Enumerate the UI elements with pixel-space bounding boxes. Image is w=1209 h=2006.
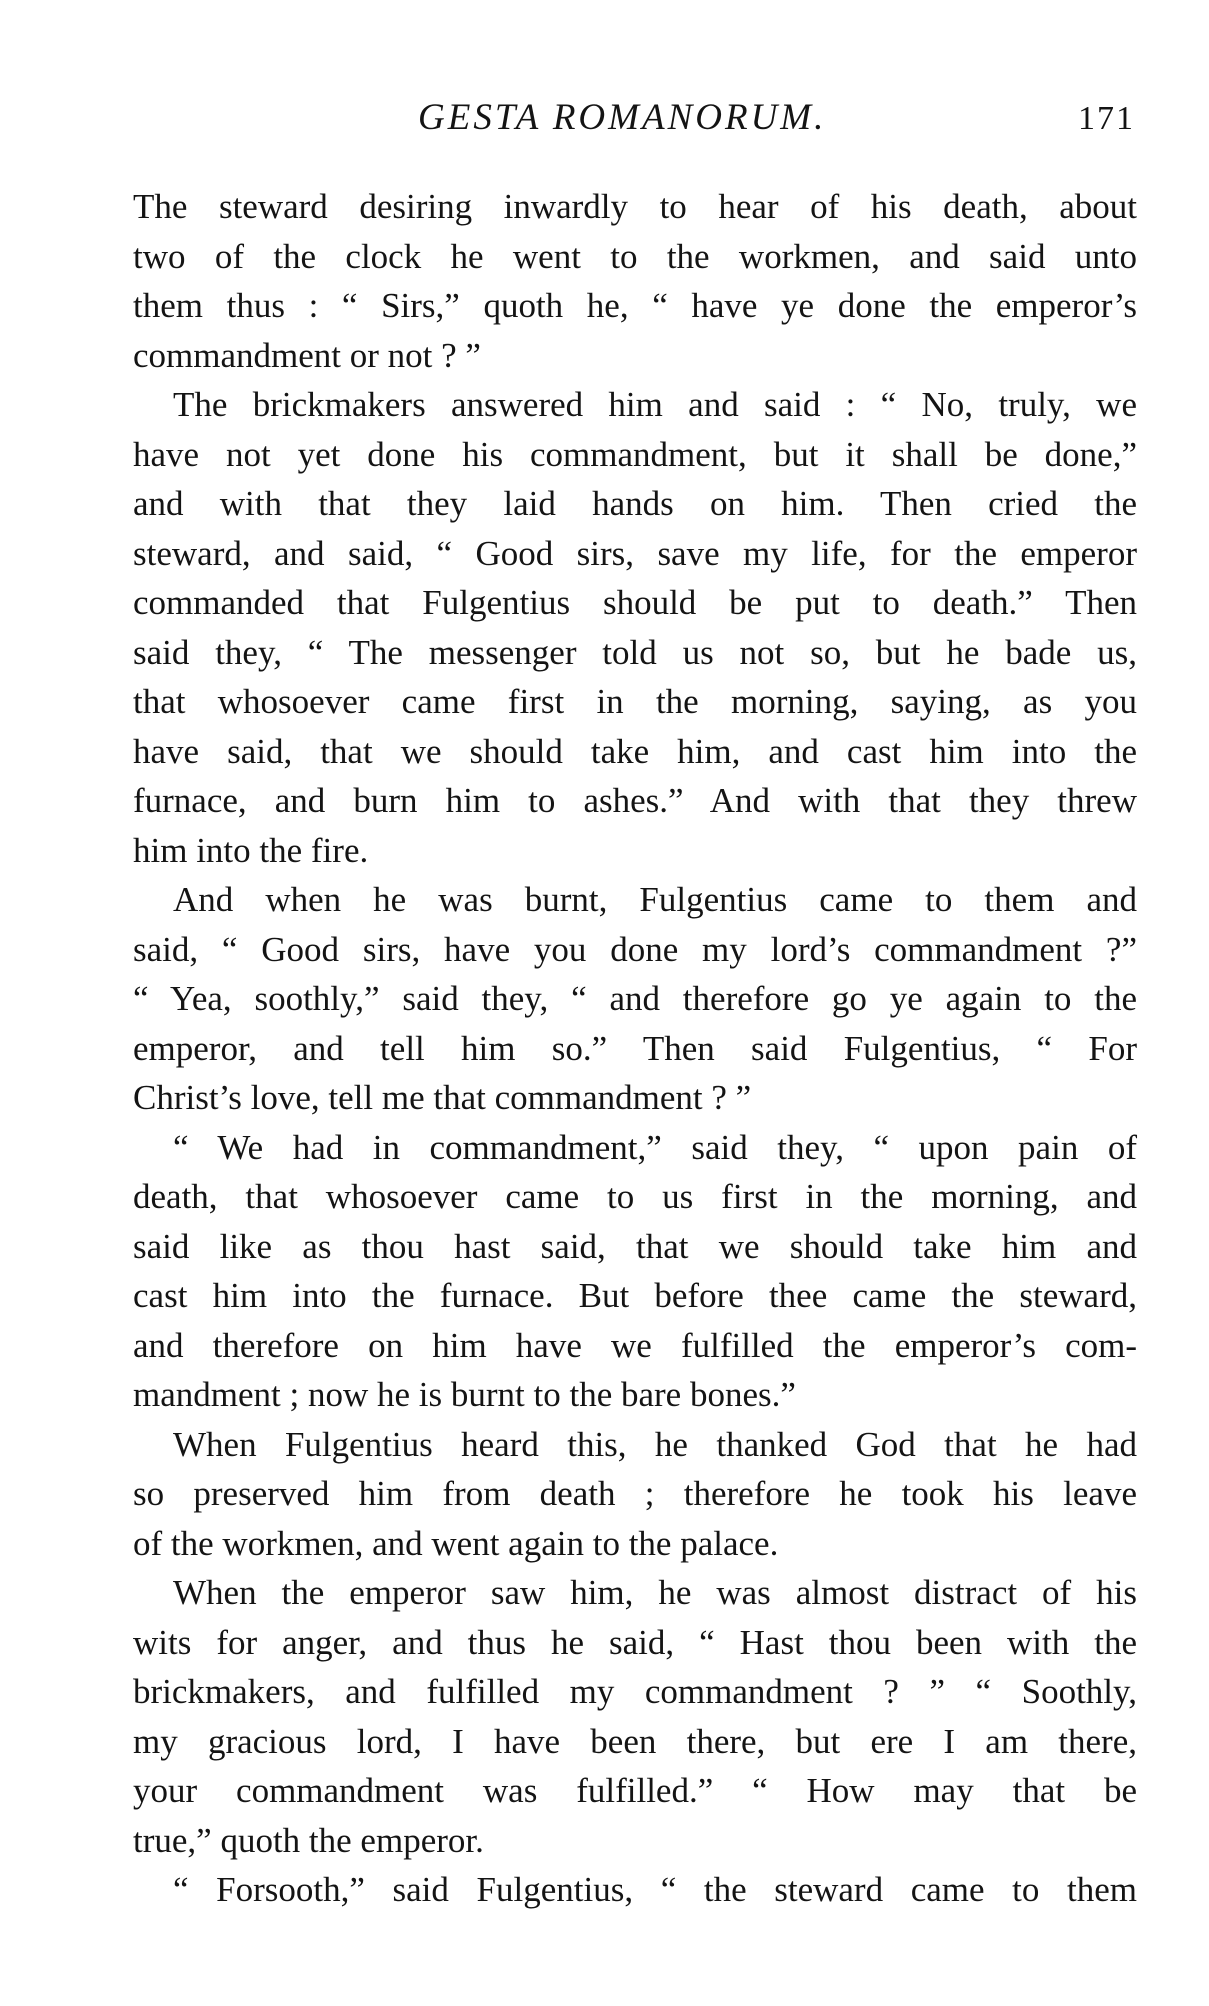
text-line: “ Forsooth,” said Fulgentius, “ the steward came to them	[173, 1870, 1137, 1909]
text-line: The brickmakers answered him and said : “ No, truly, we	[173, 385, 1137, 424]
body-text	[133, 182, 1137, 1915]
text-line: “ We had in commandment,” said they, “ upon pain of	[173, 1127, 1137, 1167]
text-line: wits for anger, and thus he said, “ Hast thou been with the	[133, 1622, 1137, 1662]
text-line: When Fulgentius heard this, he thanked God that he had	[173, 1424, 1137, 1464]
text-line: have said, that we should take him, and cast him into the	[133, 731, 1137, 771]
text-line: said, “ Good sirs, have you done my lord’s commandment ?”	[133, 929, 1137, 969]
text-line: and therefore on him have we fulfilled the emperor’s com-	[133, 1325, 1137, 1365]
text-line: mandment ; now he is burnt to the bare bones.”	[133, 1375, 796, 1414]
running-title: GESTA ROMANORUM.	[418, 97, 827, 138]
text-line: and with that they laid hands on him. Then cried the	[133, 484, 1137, 523]
text-line: said they, “ The messenger told us not so, but he bade us,	[133, 632, 1137, 672]
text-line: steward, and said, “ Good sirs, save my life, for the emperor	[133, 533, 1137, 573]
text-line: death, that whosoever came to us first in the morning, and	[133, 1177, 1137, 1216]
text-line: my gracious lord, I have been there, but ere I am there,	[133, 1721, 1137, 1761]
text-line: have not yet done his commandment, but it shall be done,”	[133, 434, 1137, 474]
text-line: The steward desiring inwardly to hear of his death, about	[133, 187, 1137, 226]
text-line: true,” quoth the emperor.	[133, 1820, 484, 1860]
text-line: cast him into the furnace. But before thee came the steward,	[133, 1276, 1137, 1315]
text-line: that whosoever came first in the morning, saying, as you	[133, 682, 1137, 721]
text-line: brickmakers, and fulfilled my commandment ? ” “ Soothly,	[133, 1672, 1137, 1711]
text-line: “ Yea, soothly,” said they, “ and therefore go ye again to the	[133, 979, 1137, 1018]
text-line: commanded that Fulgentius should be put to death.” Then	[133, 583, 1137, 622]
text-line: him into the fire.	[133, 830, 369, 870]
text-line: of the workmen, and went again to the palace.	[133, 1523, 779, 1563]
text-line: your commandment was fulfilled.” “ How may that be	[133, 1771, 1137, 1810]
text-line: said like as thou hast said, that we should take him and	[133, 1226, 1137, 1266]
text-line: two of the clock he went to the workmen, and said unto	[133, 236, 1137, 276]
text-line: And when he was burnt, Fulgentius came to them and	[173, 880, 1137, 919]
text-line: furnace, and burn him to ashes.” And with that they threw	[133, 781, 1137, 820]
text-line: emperor, and tell him so.” Then said Fulgentius, “ For	[133, 1028, 1137, 1068]
text-line: Christ’s love, tell me that commandment ? ”	[133, 1078, 752, 1117]
text-line: commandment or not ? ”	[133, 335, 481, 375]
text-line: When the emperor saw him, he was almost distract of his	[173, 1573, 1137, 1612]
running-head	[133, 96, 1135, 156]
page-number: 171	[1078, 100, 1135, 137]
text-line: so preserved him from death ; therefore he took his leave	[133, 1474, 1137, 1513]
text-line: them thus : “ Sirs,” quoth he, “ have ye done the emperor’s	[133, 286, 1137, 325]
